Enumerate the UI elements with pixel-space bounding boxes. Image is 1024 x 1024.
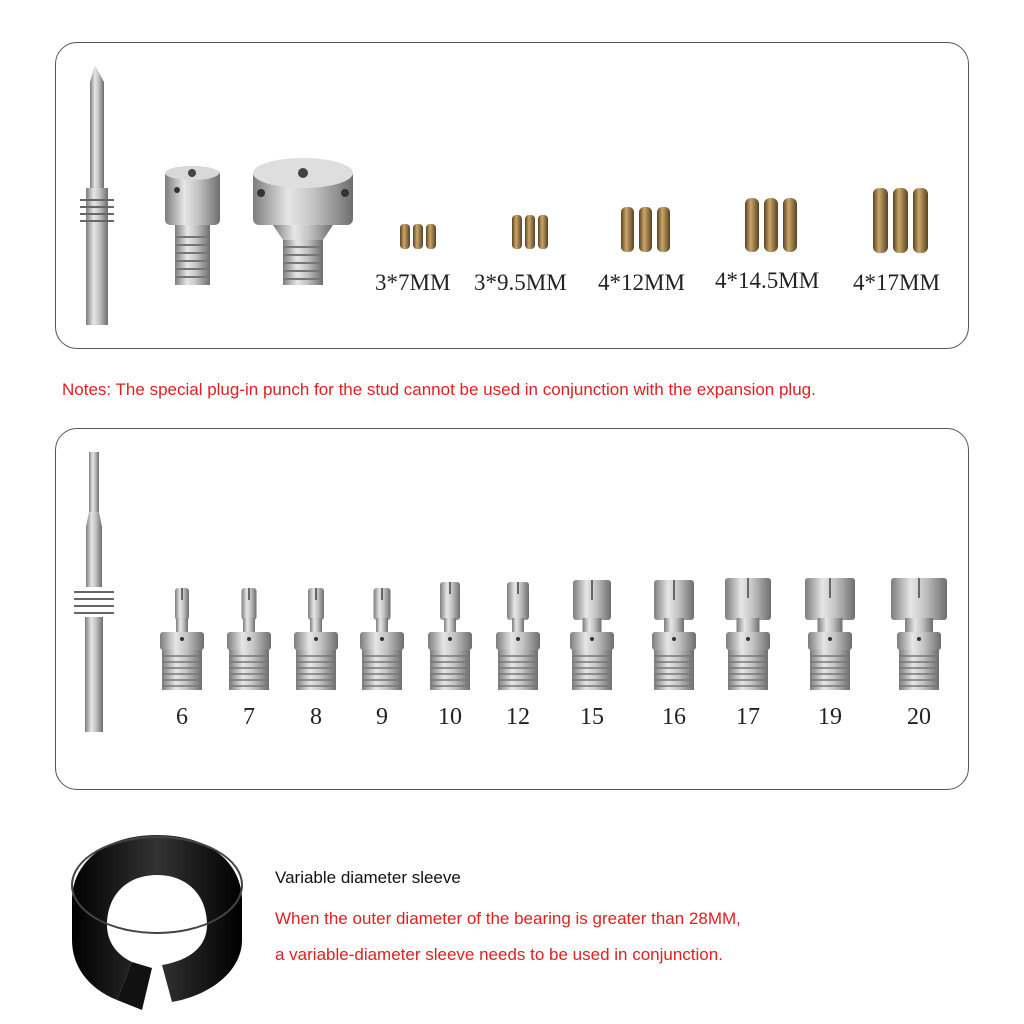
pin-label: 3*9.5MM xyxy=(474,270,567,295)
size-label: 10 xyxy=(438,704,462,730)
size-label: 19 xyxy=(818,704,842,730)
size-label: 6 xyxy=(176,704,188,730)
collet-icon xyxy=(725,578,771,690)
variable-diameter-sleeve-icon xyxy=(62,820,252,1015)
collet-icon xyxy=(227,588,271,690)
size-label: 15 xyxy=(580,704,604,730)
collet-icon xyxy=(496,582,540,690)
collet-icon xyxy=(652,580,696,690)
collet-icon xyxy=(160,588,204,690)
sleeve-note-line1: When the outer diameter of the bearing is greater than 28MM, xyxy=(275,909,741,928)
pin-label: 4*14.5MM xyxy=(715,268,820,293)
collet-icon xyxy=(428,582,472,690)
collet-icon xyxy=(805,578,855,690)
size-label: 12 xyxy=(506,704,530,730)
collet-icon xyxy=(360,588,404,690)
size-label: 17 xyxy=(736,704,760,730)
size-label: 16 xyxy=(662,704,686,730)
sleeve-title: Variable diameter sleeve xyxy=(275,868,461,887)
sleeve-note-line2: a variable-diameter sleeve needs to be used in conjunction. xyxy=(275,945,723,964)
size-label: 9 xyxy=(376,704,388,730)
collet-icon xyxy=(570,580,614,690)
size-label: 7 xyxy=(243,704,255,730)
collet-icon xyxy=(294,588,338,690)
collet-icon xyxy=(891,578,947,690)
pin-label: 4*17MM xyxy=(853,270,940,295)
pin-label: 4*12MM xyxy=(598,270,685,295)
pin-label: 3*7MM xyxy=(375,270,451,295)
size-label: 8 xyxy=(310,704,322,730)
size-label: 20 xyxy=(907,704,931,730)
usage-note: Notes: The special plug-in punch for the stud cannot be used in conjunction with the expansion plug. xyxy=(62,380,816,399)
